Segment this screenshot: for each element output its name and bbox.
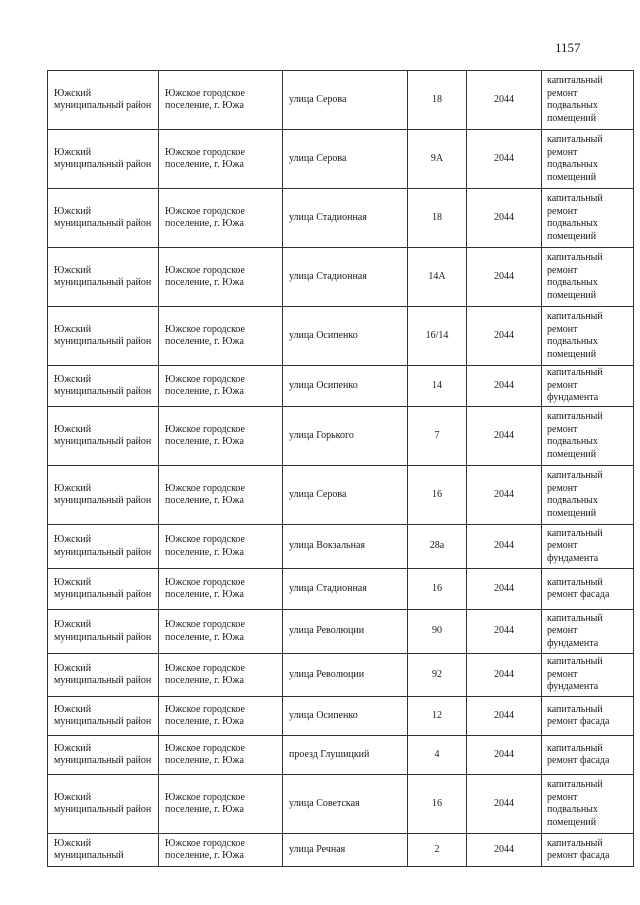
cell-street (283, 610, 408, 654)
work-text: капитальный ремонт подвальных помещений (547, 411, 603, 460)
year-text: 2044 (494, 329, 514, 341)
street-text: улица Вокзальная (289, 540, 366, 552)
work-text: капитальный ремонт фасада (547, 703, 610, 727)
table-row (48, 834, 634, 867)
year-text: 2044 (494, 797, 514, 809)
cell-year (467, 525, 542, 569)
house-text: 16/14 (425, 329, 449, 341)
year-text: 2044 (494, 843, 514, 855)
district-text: Южский муниципальный район (54, 482, 152, 506)
work-text: капитальный ремонт фасада (547, 576, 610, 600)
settlement-text: Южское городское поселение, г. Южа (165, 87, 245, 111)
cell-settlement (159, 130, 283, 189)
house-text: 9А (430, 152, 444, 164)
settlement-text: Южское городское поселение, г. Южа (165, 703, 245, 727)
page-number: 1157 (555, 40, 581, 55)
table-row (48, 248, 634, 307)
district-text: Южский муниципальный район (54, 576, 152, 600)
work-text: капитальный ремонт фасада (547, 837, 610, 861)
cell-district (48, 366, 159, 407)
cell-settlement (159, 736, 283, 775)
settlement-text: Южское городское поселение, г. Южа (165, 662, 245, 686)
cell-house (408, 525, 467, 569)
table-row (48, 366, 634, 407)
cell-house (408, 71, 467, 130)
cell-work (542, 466, 634, 525)
cell-street (283, 366, 408, 407)
settlement-text: Южское городское поселение, г. Южа (165, 264, 245, 288)
year-text: 2044 (494, 540, 514, 552)
cell-settlement (159, 569, 283, 610)
cell-street (283, 775, 408, 834)
cell-work (542, 130, 634, 189)
cell-house (408, 466, 467, 525)
house-text: 28а (429, 540, 445, 552)
cell-district (48, 248, 159, 307)
cell-year (467, 248, 542, 307)
table-row (48, 569, 634, 610)
table-row (48, 189, 634, 248)
table-row (48, 525, 634, 569)
cell-settlement (159, 697, 283, 736)
street-text: улица Серова (289, 93, 347, 105)
cell-work (542, 610, 634, 654)
cell-street (283, 654, 408, 697)
year-text: 2044 (494, 429, 514, 441)
settlement-text: Южское городское поселение, г. Южа (165, 576, 245, 600)
cell-settlement (159, 654, 283, 697)
cell-year (467, 697, 542, 736)
house-text: 18 (432, 93, 442, 105)
table-row (48, 466, 634, 525)
table-row (48, 130, 634, 189)
work-text: капитальный ремонт подвальных помещений (547, 470, 603, 519)
cell-work (542, 307, 634, 366)
cell-street (283, 569, 408, 610)
settlement-text: Южское городское поселение, г. Южа (165, 482, 245, 506)
cell-work (542, 569, 634, 610)
year-text: 2044 (494, 625, 514, 637)
cell-house (408, 736, 467, 775)
street-text: улица Речная (289, 843, 346, 855)
street-text: улица Революции (289, 625, 365, 637)
street-text: улица Горького (289, 429, 354, 441)
year-text: 2044 (494, 152, 514, 164)
cell-year (467, 654, 542, 697)
district-text: Южский муниципальный район (54, 662, 152, 686)
settlement-text: Южское городское поселение, г. Южа (165, 373, 245, 397)
cell-year (467, 407, 542, 466)
cell-year (467, 71, 542, 130)
work-text: капитальный ремонт подвальных помещений (547, 75, 603, 124)
table-row (48, 71, 634, 130)
house-text: 7 (434, 429, 440, 441)
cell-district (48, 775, 159, 834)
house-text: 18 (432, 211, 442, 223)
cell-settlement (159, 525, 283, 569)
cell-district (48, 71, 159, 130)
cell-settlement (159, 71, 283, 130)
house-text: 14А (428, 270, 446, 282)
cell-work (542, 407, 634, 466)
district-text: Южский муниципальный район (54, 373, 152, 397)
table-row (48, 736, 634, 775)
cell-year (467, 610, 542, 654)
street-text: улица Осипенко (289, 329, 358, 341)
district-text: Южский муниципальный район (54, 87, 152, 111)
work-text: капитальный ремонт фундамента (547, 367, 603, 404)
cell-district (48, 307, 159, 366)
cell-work (542, 654, 634, 697)
house-text: 4 (434, 748, 440, 760)
cell-street (283, 71, 408, 130)
district-text: Южский муниципальный (54, 837, 124, 861)
house-text: 90 (432, 625, 442, 637)
district-text: Южский муниципальный район (54, 742, 152, 766)
cell-work (542, 775, 634, 834)
cell-year (467, 130, 542, 189)
house-text: 16 (432, 582, 442, 594)
house-text: 16 (432, 797, 442, 809)
settlement-text: Южское городское поселение, г. Южа (165, 837, 245, 861)
house-text: 12 (432, 709, 442, 721)
settlement-text: Южское городское поселение, г. Южа (165, 534, 245, 558)
work-text: капитальный ремонт подвальных помещений (547, 252, 603, 301)
street-text: улица Серова (289, 152, 347, 164)
cell-district (48, 736, 159, 775)
cell-year (467, 307, 542, 366)
cell-district (48, 569, 159, 610)
work-text: капитальный ремонт подвальных помещений (547, 311, 603, 360)
year-text: 2044 (494, 709, 514, 721)
cell-settlement (159, 366, 283, 407)
settlement-text: Южское городское поселение, г. Южа (165, 323, 245, 347)
work-text: капитальный ремонт фундамента (547, 612, 603, 649)
cell-work (542, 189, 634, 248)
cell-year (467, 775, 542, 834)
work-text: капитальный ремонт фасада (547, 742, 610, 766)
year-text: 2044 (494, 379, 514, 391)
table-body (48, 71, 634, 867)
table-row (48, 407, 634, 466)
cell-settlement (159, 407, 283, 466)
district-text: Южский муниципальный район (54, 146, 152, 170)
cell-settlement (159, 189, 283, 248)
work-text: капитальный ремонт фундамента (547, 527, 603, 564)
cell-district (48, 407, 159, 466)
cell-work (542, 248, 634, 307)
cell-district (48, 834, 159, 867)
cell-house (408, 697, 467, 736)
work-text: капитальный ремонт подвальных помещений (547, 193, 603, 242)
district-text: Южский муниципальный район (54, 205, 152, 229)
work-text: капитальный ремонт подвальных помещений (547, 134, 603, 183)
house-text: 16 (432, 488, 442, 500)
district-text: Южский муниципальный район (54, 264, 152, 288)
repair-schedule-table (47, 70, 634, 867)
cell-work (542, 525, 634, 569)
street-text: улица Революции (289, 668, 365, 680)
cell-district (48, 525, 159, 569)
settlement-text: Южское городское поселение, г. Южа (165, 423, 245, 447)
street-text: проезд Глушицкий (289, 748, 370, 760)
work-text: капитальный ремонт фундамента (547, 656, 603, 693)
settlement-text: Южское городское поселение, г. Южа (165, 742, 245, 766)
street-text: улица Осипенко (289, 379, 358, 391)
cell-settlement (159, 307, 283, 366)
table-row (48, 654, 634, 697)
cell-house (408, 569, 467, 610)
cell-street (283, 407, 408, 466)
table-row (48, 775, 634, 834)
district-text: Южский муниципальный район (54, 791, 152, 815)
district-text: Южский муниципальный район (54, 534, 152, 558)
cell-settlement (159, 775, 283, 834)
table-row (48, 610, 634, 654)
cell-house (408, 366, 467, 407)
cell-house (408, 189, 467, 248)
cell-house (408, 610, 467, 654)
house-text: 92 (432, 668, 442, 680)
street-text: улица Стадионная (289, 211, 367, 223)
cell-work (542, 736, 634, 775)
cell-work (542, 834, 634, 867)
district-text: Южский муниципальный район (54, 323, 152, 347)
cell-district (48, 610, 159, 654)
cell-house (408, 654, 467, 697)
cell-house (408, 775, 467, 834)
cell-district (48, 466, 159, 525)
cell-street (283, 736, 408, 775)
settlement-text: Южское городское поселение, г. Южа (165, 791, 245, 815)
cell-street (283, 697, 408, 736)
cell-settlement (159, 834, 283, 867)
cell-year (467, 736, 542, 775)
cell-street (283, 466, 408, 525)
cell-street (283, 248, 408, 307)
cell-year (467, 366, 542, 407)
house-text: 14 (432, 379, 442, 391)
cell-work (542, 366, 634, 407)
work-text: капитальный ремонт подвальных помещений (547, 779, 603, 828)
cell-settlement (159, 248, 283, 307)
district-text: Южский муниципальный район (54, 619, 152, 643)
cell-year (467, 569, 542, 610)
year-text: 2044 (494, 93, 514, 105)
cell-work (542, 71, 634, 130)
cell-district (48, 130, 159, 189)
cell-settlement (159, 610, 283, 654)
district-text: Южский муниципальный район (54, 423, 152, 447)
year-text: 2044 (494, 668, 514, 680)
house-text: 2 (434, 843, 440, 855)
street-text: улица Осипенко (289, 709, 358, 721)
district-text: Южский муниципальный район (54, 703, 152, 727)
cell-house (408, 407, 467, 466)
cell-street (283, 834, 408, 867)
cell-street (283, 307, 408, 366)
street-text: улица Советская (289, 797, 360, 809)
street-text: улица Стадионная (289, 270, 367, 282)
cell-settlement (159, 466, 283, 525)
cell-street (283, 130, 408, 189)
year-text: 2044 (494, 270, 514, 282)
year-text: 2044 (494, 748, 514, 760)
cell-year (467, 189, 542, 248)
cell-year (467, 466, 542, 525)
year-text: 2044 (494, 211, 514, 223)
cell-street (283, 525, 408, 569)
year-text: 2044 (494, 582, 514, 594)
table-row (48, 307, 634, 366)
street-text: улица Стадионная (289, 582, 367, 594)
cell-street (283, 189, 408, 248)
cell-house (408, 248, 467, 307)
settlement-text: Южское городское поселение, г. Южа (165, 146, 245, 170)
settlement-text: Южское городское поселение, г. Южа (165, 205, 245, 229)
cell-house (408, 130, 467, 189)
table-row (48, 697, 634, 736)
year-text: 2044 (494, 488, 514, 500)
cell-work (542, 697, 634, 736)
cell-district (48, 697, 159, 736)
cell-district (48, 189, 159, 248)
cell-house (408, 307, 467, 366)
cell-district (48, 654, 159, 697)
street-text: улица Серова (289, 488, 347, 500)
settlement-text: Южское городское поселение, г. Южа (165, 619, 245, 643)
cell-house (408, 834, 467, 867)
cell-year (467, 834, 542, 867)
